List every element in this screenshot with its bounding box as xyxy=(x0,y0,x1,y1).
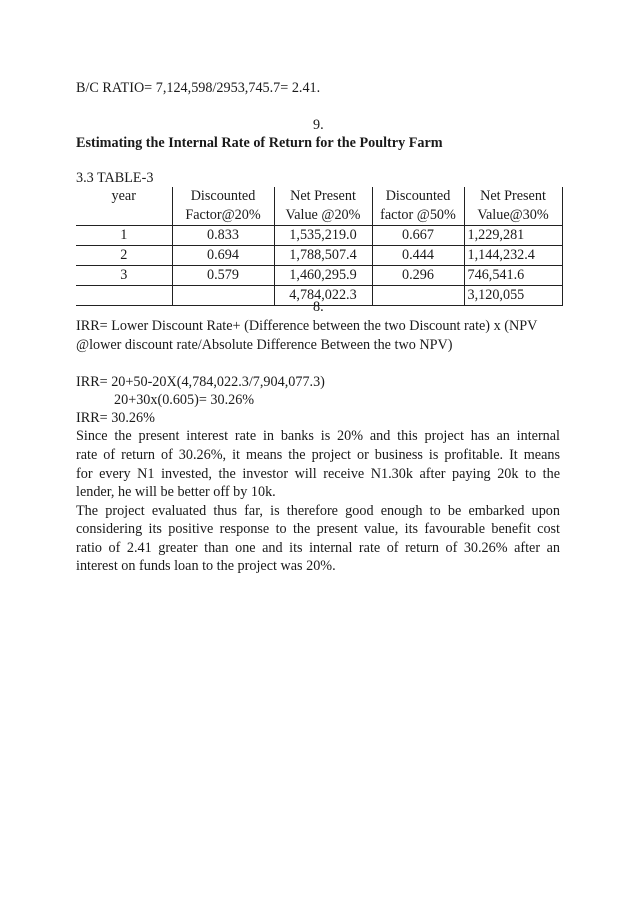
header-year-sub xyxy=(76,206,172,226)
paragraph-2-line-3: ratio of 2.41 greater than one and its internal rate of return of 30.26% after an xyxy=(76,540,560,556)
cell-df50: 0.444 xyxy=(372,246,464,266)
cell-npv20: 1,788,507.4 xyxy=(274,246,372,266)
cell-df20: 0.833 xyxy=(172,226,274,246)
page-number-9: 9. xyxy=(313,117,324,133)
table-row xyxy=(76,266,562,286)
header-year: year xyxy=(76,187,172,206)
cell-npv30: 1,229,281 xyxy=(464,226,562,246)
paragraph-2-line-4: interest on funds loan to the project was 20%. xyxy=(76,558,336,574)
cell-npv20-total: 4,784,022.3 xyxy=(274,286,372,306)
cell-df20: 0.579 xyxy=(172,266,274,286)
header-npv-20: Net Present xyxy=(274,187,372,206)
npv-table xyxy=(76,187,563,306)
irr-formula-line-1: IRR= Lower Discount Rate+ (Difference between the two Discount rate) x (NPV xyxy=(76,318,538,334)
header-npv-30-sub: Value@30% xyxy=(464,206,562,226)
table-header-row-2 xyxy=(76,206,562,226)
table-caption: 3.3 TABLE-3 xyxy=(76,170,154,186)
paragraph-1-line-1: Since the present interest rate in banks is 20% and this project has an internal xyxy=(76,428,560,444)
paragraph-2-line-1: The project evaluated thus far, is therefore good enough to be embarked upon xyxy=(76,503,560,519)
cell-npv20: 1,460,295.9 xyxy=(274,266,372,286)
cell-df50: 0.296 xyxy=(372,266,464,286)
irr-calc-line-2: 20+30x(0.605)= 30.26% xyxy=(114,392,255,408)
paragraph-1-line-2: rate of return of 30.26%, it means the project or business is profitable. It means xyxy=(76,447,560,463)
paragraph-1-line-3: for every N1 invested, the investor will receive N1.30k after paying 20k to the xyxy=(76,466,560,482)
header-discounted-factor-50: Discounted xyxy=(372,187,464,206)
cell-year xyxy=(76,286,172,306)
irr-result: IRR= 30.26% xyxy=(76,410,155,426)
paragraph-2-line-2: considering its positive response to the present value, its favourable benefit cost xyxy=(76,521,560,537)
header-discounted-factor-50-sub: factor @50% xyxy=(372,206,464,226)
page-number-8: 8. xyxy=(313,299,324,315)
cell-npv30-total: 3,120,055 xyxy=(464,286,562,306)
cell-df20: 0.694 xyxy=(172,246,274,266)
header-npv-30: Net Present xyxy=(464,187,562,206)
cell-year: 1 xyxy=(76,226,172,246)
irr-formula-line-2: @lower discount rate/Absolute Difference Between the two NPV) xyxy=(76,337,453,353)
paragraph-1-line-4: lender, he will be better off by 10k. xyxy=(76,484,276,500)
cell-year: 2 xyxy=(76,246,172,266)
table-row xyxy=(76,226,562,246)
cell-df20 xyxy=(172,286,274,306)
cell-npv30: 746,541.6 xyxy=(464,266,562,286)
section-heading: Estimating the Internal Rate of Return for the Poultry Farm xyxy=(76,135,443,151)
header-npv-20-sub: Value @20% xyxy=(274,206,372,226)
bc-ratio-line: B/C RATIO= 7,124,598/2953,745.7= 2.41. xyxy=(76,80,321,96)
cell-npv30: 1,144,232.4 xyxy=(464,246,562,266)
cell-year: 3 xyxy=(76,266,172,286)
header-discounted-factor-20-sub: Factor@20% xyxy=(172,206,274,226)
table-row xyxy=(76,246,562,266)
cell-df50 xyxy=(372,286,464,306)
header-discounted-factor-20: Discounted xyxy=(172,187,274,206)
irr-calc-line-1: IRR= 20+50-20X(4,784,022.3/7,904,077.3) xyxy=(76,374,325,390)
cell-npv20: 1,535,219.0 xyxy=(274,226,372,246)
table-header-row xyxy=(76,187,562,206)
cell-df50: 0.667 xyxy=(372,226,464,246)
